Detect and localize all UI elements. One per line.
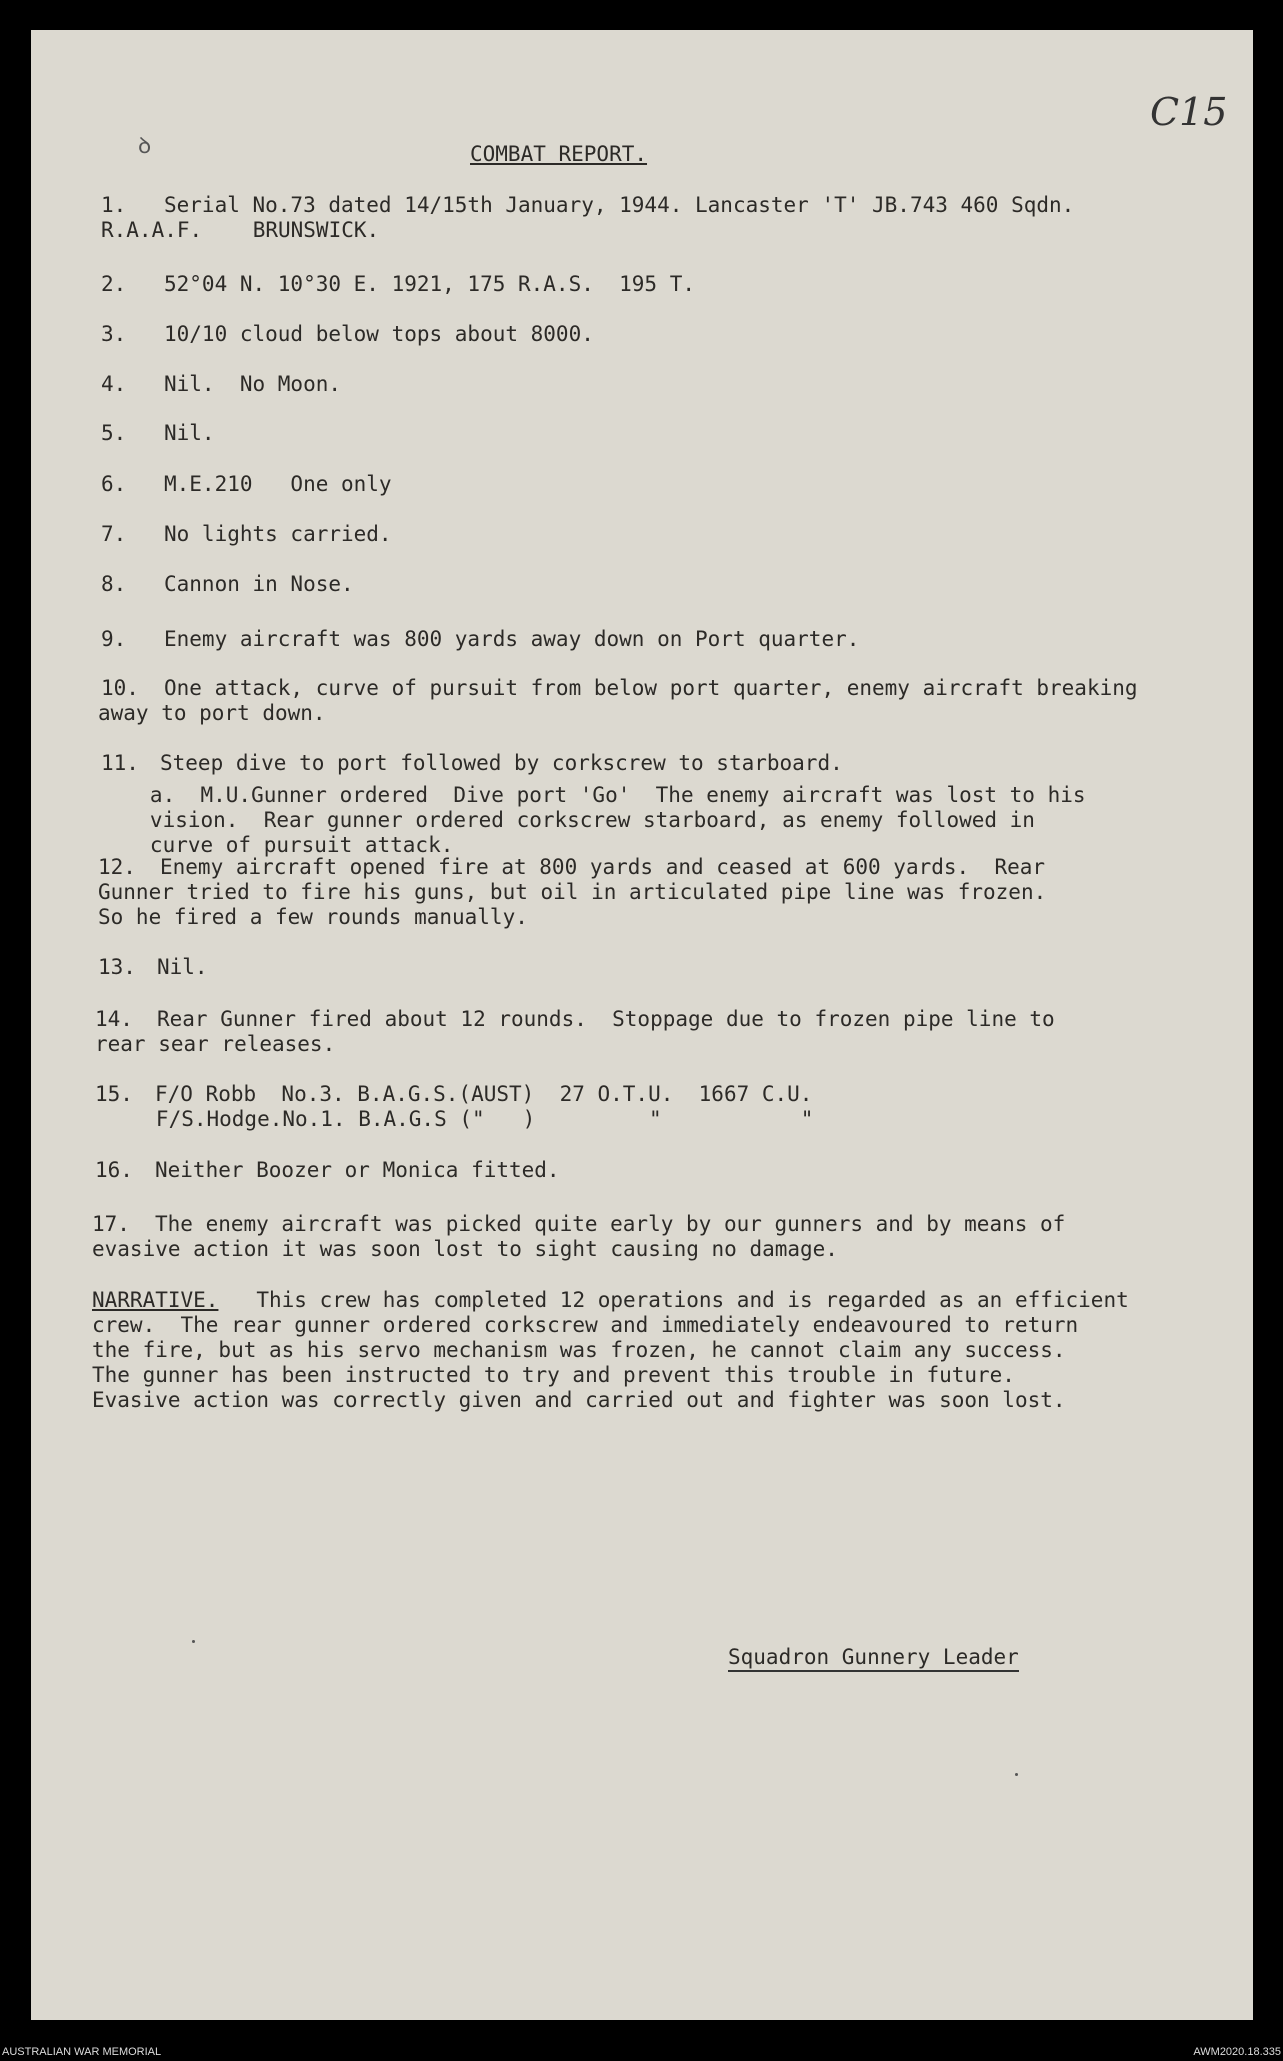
item-4-number: 4. xyxy=(101,372,127,396)
narrative-first-line xyxy=(92,1288,1129,1313)
item-9-line-1: Enemy aircraft was 800 yards away down on Port quarter. xyxy=(164,627,860,651)
item-10-number: 10. xyxy=(101,676,139,700)
item-17-number: 17. xyxy=(92,1212,130,1236)
item-14-line-1: Rear Gunner fired about 12 rounds. Stoppage due to frozen pipe line to xyxy=(157,1007,1055,1031)
item-12-line-1: Enemy aircraft opened fire at 800 yards and ceased at 600 yards. Rear xyxy=(160,855,1046,879)
item-6-number: 6. xyxy=(101,472,127,496)
item-5-number: 5. xyxy=(101,421,127,445)
item-11-line-4: curve of pursuit attack. xyxy=(112,833,454,857)
item-14-number: 14. xyxy=(95,1007,133,1031)
reference-mark: C15 xyxy=(1150,90,1228,134)
corner-mark: ꝺ xyxy=(138,134,152,159)
item-11-number: 11. xyxy=(101,751,139,775)
item-11-line-2: a. M.U.Gunner ordered Dive port 'Go' The enemy aircraft was lost to his xyxy=(112,783,1086,807)
item-1-line-2: R.A.A.F. BRUNSWICK. xyxy=(101,218,380,242)
item-6-line-1: M.E.210 One only xyxy=(164,472,392,496)
item-15-line-1: F/O Robb No.3. B.A.G.S.(AUST) 27 O.T.U. 1667 C.U. xyxy=(155,1082,813,1106)
narrative-line-4: The gunner has been instructed to try and prevent this trouble in future. xyxy=(92,1363,1015,1387)
item-13-number: 13. xyxy=(98,955,136,979)
item-12-line-2: Gunner tried to fire his guns, but oil in articulated pipe line was frozen. xyxy=(98,880,1047,904)
item-17-line-2: evasive action it was soon lost to sight causing no damage. xyxy=(92,1237,838,1261)
item-16-number: 16. xyxy=(95,1158,133,1182)
item-1-number: 1. xyxy=(101,193,127,217)
item-9-number: 9. xyxy=(101,627,127,651)
signature-line: Squadron Gunnery Leader xyxy=(728,1645,1019,1672)
item-13-line-1: Nil. xyxy=(157,955,208,979)
item-3-number: 3. xyxy=(101,322,127,346)
item-10-line-1: One attack, curve of pursuit from below port quarter, enemy aircraft breaking xyxy=(164,676,1138,700)
narrative-label: NARRATIVE. xyxy=(92,1288,219,1312)
item-8-number: 8. xyxy=(101,572,127,596)
item-8-line-1: Cannon in Nose. xyxy=(164,572,354,596)
paper-speck xyxy=(192,1640,195,1643)
item-7-number: 7. xyxy=(101,522,127,546)
item-11-line-1: Steep dive to port followed by corkscrew to starboard. xyxy=(160,751,843,775)
report-title: COMBAT REPORT. xyxy=(470,142,648,166)
item-12-number: 12. xyxy=(98,855,136,879)
item-2-number: 2. xyxy=(101,272,127,296)
paper-speck xyxy=(1015,1773,1018,1776)
narrative-line-2: crew. The rear gunner ordered corkscrew and immediately endeavoured to return xyxy=(92,1313,1079,1337)
item-14-line-2: rear sear releases. xyxy=(95,1032,336,1056)
item-2-line-1: 52°04 N. 10°30 E. 1921, 175 R.A.S. 195 T. xyxy=(164,272,696,296)
item-11-line-3: vision. Rear gunner ordered corkscrew starboard, as enemy followed in xyxy=(112,808,1035,832)
item-7-line-1: No lights carried. xyxy=(164,522,392,546)
narrative-line-3: the fire, but as his servo mechanism was frozen, he cannot claim any success. xyxy=(92,1338,1066,1362)
item-3-line-1: 10/10 cloud below tops about 8000. xyxy=(164,322,594,346)
item-17-line-1: The enemy aircraft was picked quite early by our gunners and by means of xyxy=(155,1212,1066,1236)
item-1-line-1: Serial No.73 dated 14/15th January, 1944. Lancaster 'T' JB.743 460 Sqdn. xyxy=(164,193,1075,217)
footer-institution: AUSTRALIAN WAR MEMORIAL xyxy=(2,2046,162,2058)
item-16-line-1: Neither Boozer or Monica fitted. xyxy=(155,1158,560,1182)
item-12-line-3: So he fired a few rounds manually. xyxy=(98,905,528,929)
item-4-line-1: Nil. No Moon. xyxy=(164,372,342,396)
item-15-number: 15. xyxy=(95,1082,133,1106)
item-15-line-2: F/S.Hodge.No.1. B.A.G.S (" ) " " xyxy=(118,1107,814,1131)
narrative-text: This crew has completed 12 operations and is regarded as an efficient xyxy=(218,1288,1129,1312)
footer-accession: AWM2020.18.335 xyxy=(1193,2046,1281,2058)
narrative-line-5: Evasive action was correctly given and carried out and fighter was soon lost. xyxy=(92,1388,1066,1412)
item-10-line-2: away to port down. xyxy=(98,701,326,725)
item-5-line-1: Nil. xyxy=(164,421,215,445)
